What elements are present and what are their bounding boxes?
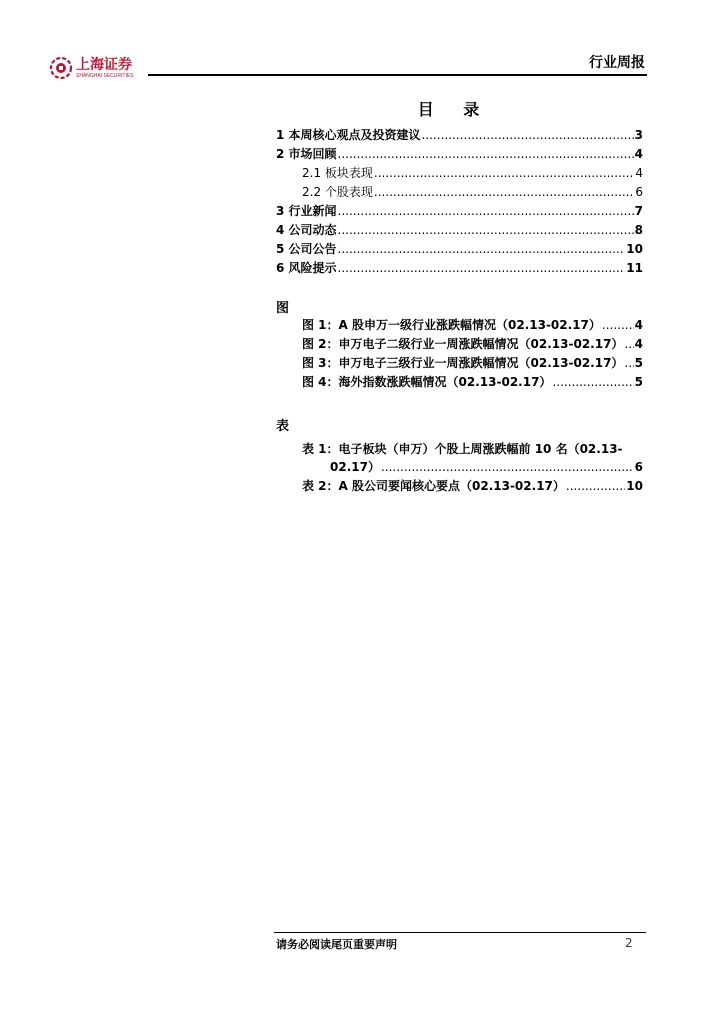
page-header	[0, 0, 724, 80]
toc-item-label: 2 市场回顾	[276, 147, 337, 161]
toc-item-page: 4	[635, 166, 643, 180]
toc-item-label: 3 行业新闻	[276, 204, 337, 218]
toc-title: 目 录	[417, 100, 492, 119]
figure-entry-page: 4	[634, 337, 643, 351]
figure-entry-label: 图 3：申万电子三级行业一周涨跌幅情况（02.13-02.17）	[302, 356, 624, 370]
figure-entry-label: 图 4：海外指数涨跌幅情况（02.13-02.17）	[302, 375, 552, 389]
toc-item-page: 7	[634, 204, 643, 218]
table-entry-line1[interactable]: 表 1：电子板块（申万）个股上周涨跌幅前 10 名（02.13-	[302, 442, 623, 456]
toc-leader	[566, 478, 625, 494]
table-entry-page: 10	[626, 479, 643, 493]
table-entry[interactable]	[330, 459, 643, 475]
toc-leader	[602, 317, 634, 333]
toc-item[interactable]	[276, 241, 643, 257]
toc-leader	[374, 184, 634, 200]
toc-item-label: 6 风险提示	[276, 261, 337, 275]
toc-item[interactable]	[276, 146, 643, 162]
toc-leader	[552, 374, 633, 390]
figure-entry-page: 4	[634, 318, 643, 332]
toc-leader	[624, 355, 633, 371]
toc-item-page: 4	[634, 147, 643, 161]
toc-item-page: 3	[634, 128, 643, 142]
toc-item-page: 6	[635, 185, 643, 199]
toc-item[interactable]	[276, 260, 643, 276]
toc-leader	[338, 203, 634, 219]
toc-item-label: 4 公司动态	[276, 223, 337, 237]
toc-item[interactable]	[276, 127, 643, 143]
table-entry-label: 表 2：A 股公司要闻核心要点（02.13-02.17）	[302, 479, 565, 493]
brand-logo-icon	[50, 57, 72, 79]
table-entry[interactable]	[302, 478, 643, 494]
figure-entry-page: 5	[634, 356, 643, 370]
brand-logo	[50, 57, 134, 79]
toc-leader	[338, 260, 626, 276]
disclaimer-note: 请务必阅读尾页重要声明	[276, 938, 397, 951]
figure-entry[interactable]	[302, 336, 643, 352]
toc-item-page: 8	[634, 223, 643, 237]
table-entry-label: 02.17）	[330, 460, 380, 474]
figure-entry[interactable]	[302, 355, 643, 371]
brand-name-cn: 上海证券	[76, 56, 132, 73]
table-entry-page: 6	[634, 460, 643, 474]
figure-entry-page: 5	[634, 375, 643, 389]
toc-item[interactable]	[276, 203, 643, 219]
toc-leader	[338, 146, 634, 162]
figures-heading: 图	[276, 301, 290, 316]
report-type: 行业周报	[589, 55, 645, 71]
toc-item-page: 10	[626, 242, 643, 256]
toc-item-label: 1 本周核心观点及投资建议	[276, 128, 421, 142]
figure-entry-label: 图 1：A 股申万一级行业涨跌幅情况（02.13-02.17）	[302, 318, 601, 332]
brand-name-en: SHANGHAI SECURITIES	[76, 72, 134, 79]
toc-item[interactable]	[302, 184, 643, 200]
figure-entry[interactable]	[302, 317, 643, 333]
toc-leader	[624, 336, 633, 352]
tables-heading: 表	[276, 419, 290, 434]
toc-item[interactable]	[302, 165, 643, 181]
toc-item[interactable]	[276, 222, 643, 238]
toc-leader	[381, 459, 634, 475]
figure-entry[interactable]	[302, 374, 643, 390]
toc-item-page: 11	[626, 261, 643, 275]
toc-item-label: 2.2 个股表现	[302, 185, 373, 199]
footer-divider	[274, 932, 646, 933]
toc-leader	[374, 165, 634, 181]
toc-leader	[422, 127, 634, 143]
toc-item-label: 5 公司公告	[276, 242, 337, 256]
toc-leader	[338, 241, 626, 257]
toc-leader	[338, 222, 634, 238]
page-number: 2	[625, 936, 633, 950]
header-divider	[148, 74, 647, 76]
toc-item-label: 2.1 板块表现	[302, 166, 373, 180]
figure-entry-label: 图 2：申万电子二级行业一周涨跌幅情况（02.13-02.17）	[302, 337, 624, 351]
